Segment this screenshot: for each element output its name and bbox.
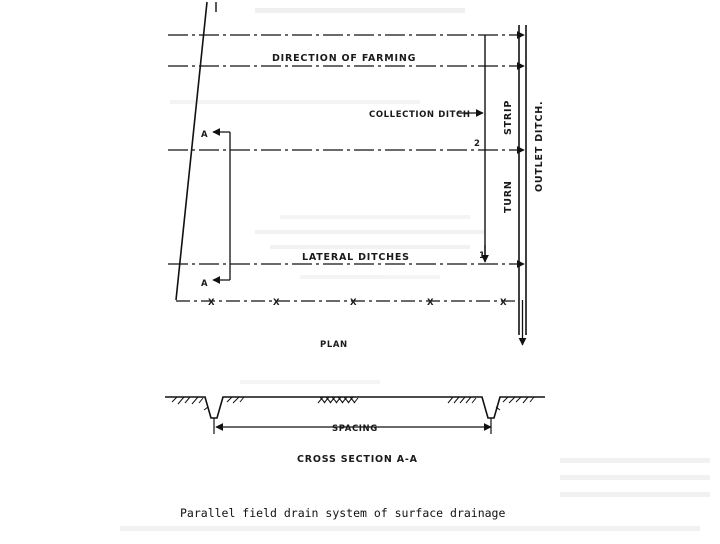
x-marker: X	[208, 298, 216, 308]
row-number-1: 1	[479, 251, 486, 261]
x-marker: X	[500, 298, 508, 308]
ground-profile	[165, 397, 545, 418]
strip-label: STRIP	[503, 99, 514, 135]
spacing-label: SPACING	[332, 424, 378, 434]
collection-ditch-label: COLLECTION DITCH	[369, 110, 471, 120]
plan-view	[168, 2, 545, 350]
section-label-a-bottom: A	[201, 279, 209, 289]
direction-of-farming-label: DIRECTION OF FARMING	[272, 53, 417, 64]
bleed-through-text	[120, 8, 710, 531]
cross-section-label: CROSS SECTION A-A	[297, 454, 418, 465]
section-label-a-top: A	[201, 130, 209, 140]
plan-label: PLAN	[320, 340, 348, 350]
turn-label: TURN	[503, 180, 514, 213]
cross-section-view	[165, 397, 545, 465]
figure-caption: Parallel field drain system of surface drainage	[180, 506, 506, 520]
x-marker: X	[273, 298, 281, 308]
row-number-2: 2	[474, 139, 481, 149]
x-marker: X	[427, 298, 435, 308]
x-marker: X	[350, 298, 358, 308]
lateral-ditches-label: LATERAL DITCHES	[302, 252, 410, 263]
soil-hatching	[172, 397, 534, 410]
outlet-ditch-label: OUTLET DITCH.	[534, 100, 545, 192]
field-boundary-left	[176, 2, 207, 300]
